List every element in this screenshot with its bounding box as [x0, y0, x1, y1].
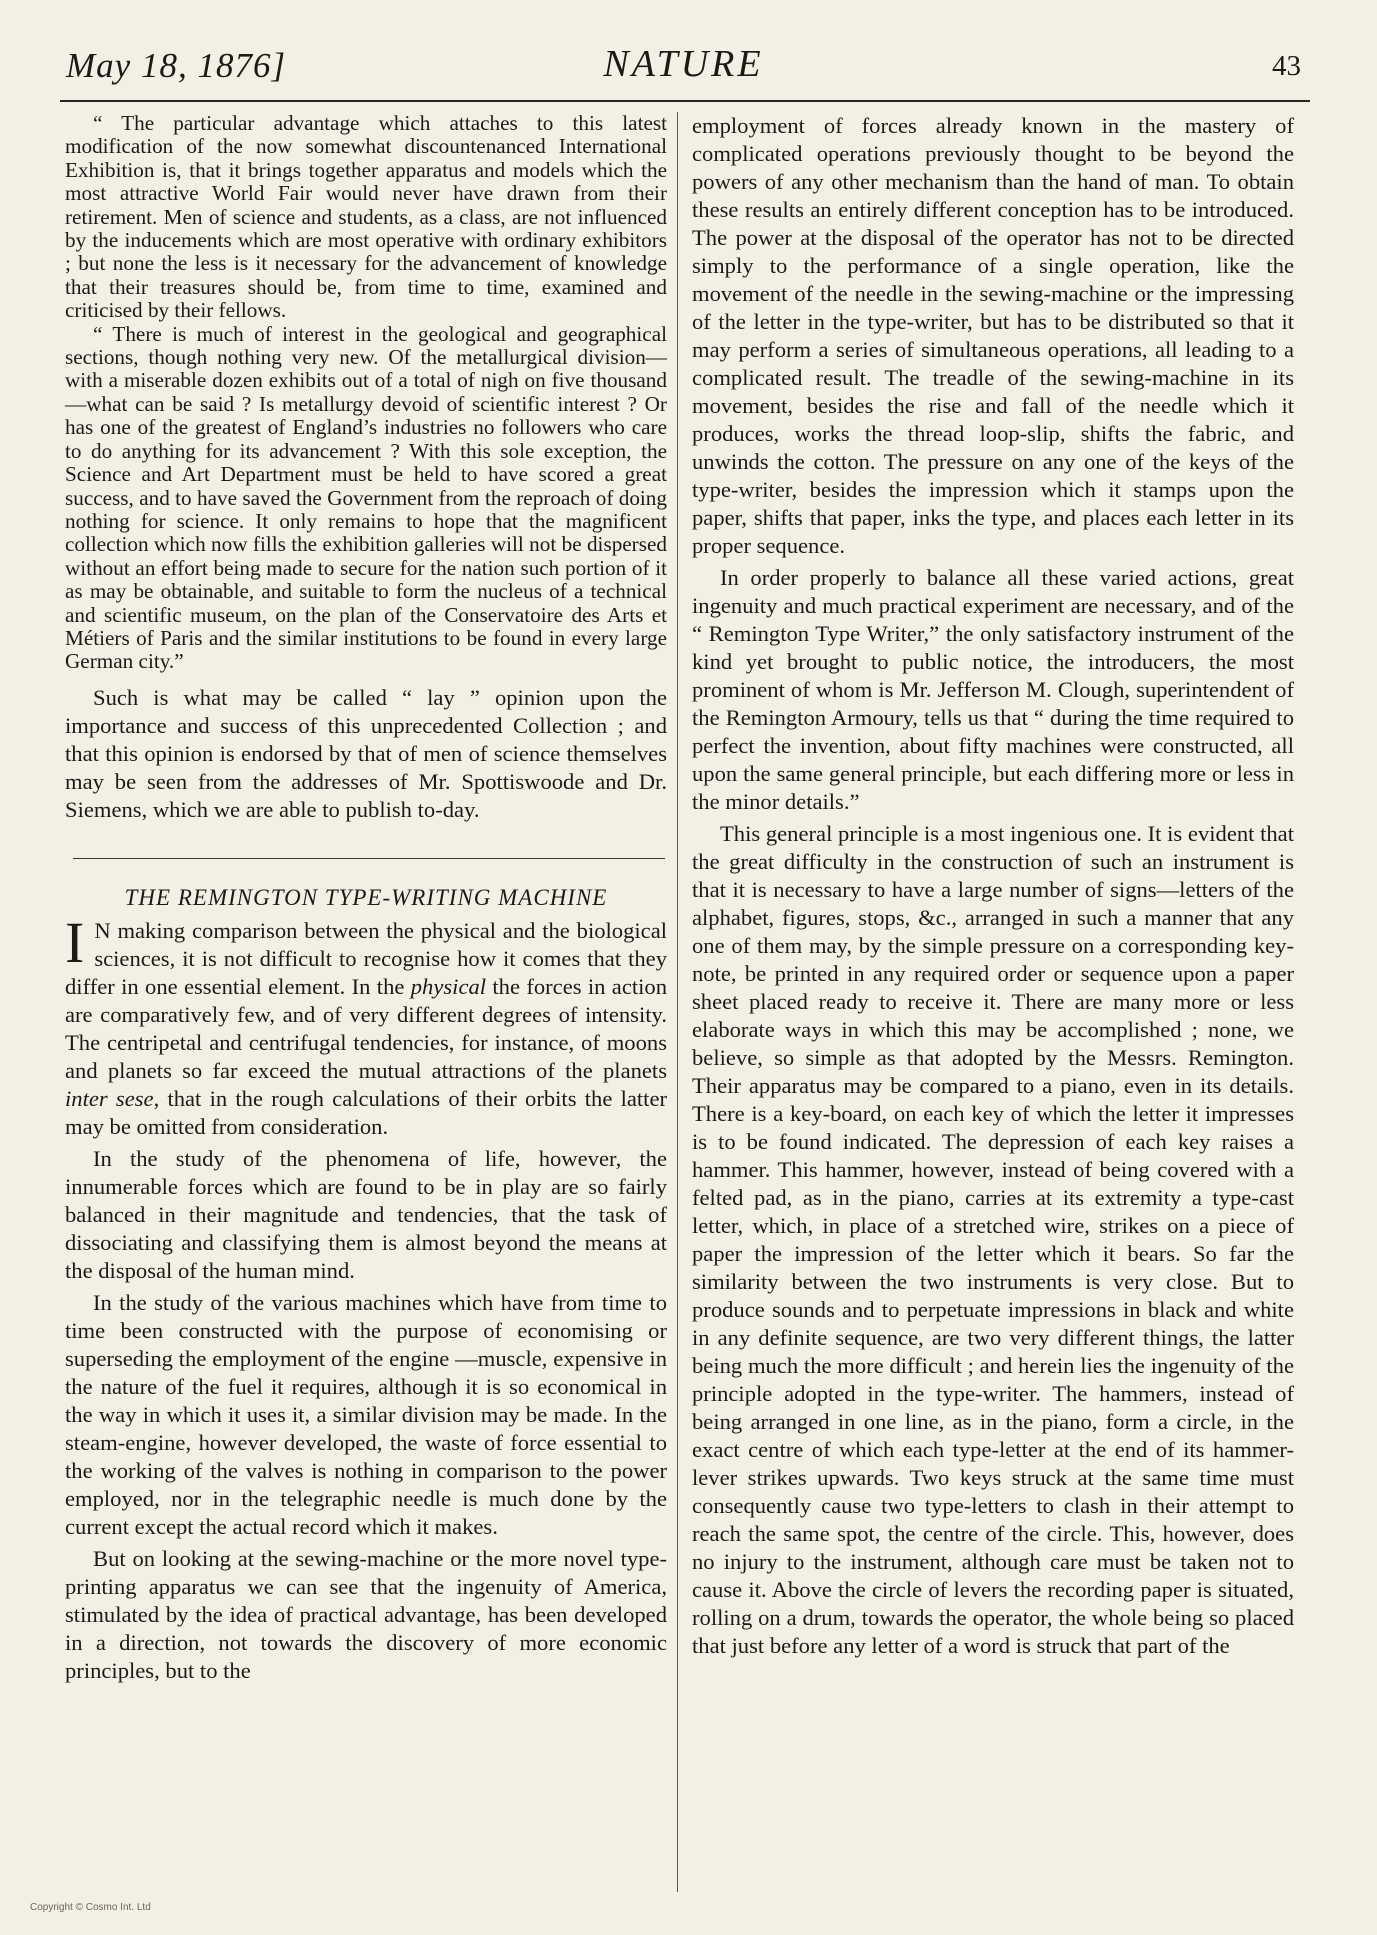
- copyright-footer: Copyright © Cosmo Int. Ltd: [30, 1902, 151, 1913]
- article-paragraph-5: employment of forces already known in the mastery of complicated operations previously thought to be beyond the powers of any other mechanism than the hand of man. To obtain these results an entirely different conception has to be introduced. The power at the disposal of the operator has not to be directed simply to the performance of a single operation, like the movement of the needle in the sewing-machine or the impressing of the letter in the type-writer, but has to be distributed so that it may perform a series of simultaneous operations, all leading to a complicated result. The treadle of the sewing-machine in its movement, besides the rise and fall of the needle which it produces, works the thread loop-slip, shifts the fabric, and unwinds the cotton. The pressure on any one of the keys of the type-writer, besides the impression which it stamps upon the paper, shifts that paper, inks the type, and places each letter in its proper sequence.: [692, 113, 1294, 558]
- article-paragraph-7: This general principle is a most ingenious one. It is evident that the great difficulty in the construction of such an instrument is that it is necessary to have a large number of signs—letters of the alphabet, figures, stops, &c., arranged in such a manner that any one of them may, by the simple pressure on a corresponding key-note, be printed in any required order or sequence upon a paper sheet placed ready to receive it. There are many more or less elaborate ways in which this may be accomplished ; none, we believe, so simple as that adopted by the Messrs. Remington. Their apparatus may be compared to a piano, even in its details. There is a key-board, on each key of which the letter it impresses is to be found indicated. The depression of each key raises a hammer. This hammer, however, instead of being covered with a felted pad, as in the piano, carries at its extremity a type-cast letter, which, in place of a stretched wire, strikes on a piece of paper the impression of the letter which it bears. So far the similarity between the two instruments is very close. But to produce sounds and to perpetuate impressions in black and white in any definite sequence, are two very different things, the latter being much the more difficult ; and herein lies the ingenuity of the principle adopted in the type-writer. The hammers, instead of being arranged in one line, as in the piano, form a circle, in the exact centre of which each type-letter at the end of its hammer-lever strikes upwards. Two keys struck at the same time must consequently cause two type-letters to clash in their attempt to reach the same spot, the centre of the circle. This, however, does no injury to the instrument, although care must be taken not to cause it. Above the circle of levers the recording paper is situated, rolling on a drum, towards the operator, the whole being so placed that just before any letter of a word is struck that part of the: [692, 821, 1294, 1658]
- issue-date: May 18, 1876]: [66, 46, 287, 85]
- running-header: [66, 43, 1301, 96]
- page-number: 43: [1272, 50, 1301, 82]
- article-paragraph-6: In order properly to balance all these varied actions, great ingenuity and much practical experiment are necessary, and of the “ Remington Type Writer,” the only satisfactory instrument of the kind yet brought to public notice, the introducers, the most prominent of whom is Mr. Jefferson M. Clough, superintendent of the Remington Armoury, tells us that “ during the time required to perfect the invention, about fifty machines were constructed, all upon the same general principle, but each differing more or less in the minor details.”: [692, 565, 1294, 814]
- column-divider: [677, 112, 678, 1892]
- quote-paragraph-1: “ The particular advantage which attaches to this latest modification of the now somewhat discountenanced International Exhibition is, that it brings together apparatus and models which the most attractive World Fair would never have drawn from their retirement. Men of science and students, as a class, are not influenced by the inducements which are most operative with ordinary exhibitors ; but none the less is it necessary for the advancement of knowledge that their treasures should be, from time to time, examined and criticised by their fellows.: [65, 111, 667, 323]
- article-paragraph-4: But on looking at the sewing-machine or the more novel type-printing apparatus we can see that the ingenuity of America, stimulated by the idea of practical advantage, has been developed in a direction, not towards the discovery of more economic principles, but to the: [65, 1545, 667, 1683]
- article-paragraph-1: I N making comparison between the physical and the biological sciences, it is not difficult to recognise how it comes that they differ in one essential element. In the physical the forces in action are comparatively few, and of very different degrees of intensity. The centripetal and centrifugal tendencies, for instance, of moons and planets so far exceed the mutual attractions of the planets inter sese, that in the rough calculations of their orbits the latter may be omitted from consideration.: [65, 909, 667, 1139]
- lay-opinion-paragraph: Such is what may be called “ lay ” opinion upon the importance and success of this unprecedented Collection ; and that this opinion is endorsed by that of men of science themselves may be seen from the addresses of Mr. Spottiswoode and Dr. Siemens, which we are able to publish to-day.: [65, 684, 667, 822]
- drop-cap: I: [65, 909, 85, 975]
- article-paragraph-2: In the study of the phenomena of life, however, the innumerable forces which are found to be in play are so fairly balanced in their magnitude and tendencies, that the task of dissociating and classifying them is almost beyond the means at the disposal of the human mind.: [65, 1145, 667, 1283]
- left-column: [65, 112, 667, 1685]
- section-divider: [73, 858, 665, 859]
- quote-paragraph-2: “ There is much of interest in the geological and geographical sections, though nothing very new. Of the metallurgical division—with a miserable dozen exhibits out of a total of nigh on five thousand—what can be said ? Is metallurgy devoid of scientific interest ? Or has one of the greatest of England’s industries no followers who care to do anything for its advancement ? With this sole exception, the Science and Art Department must be held to have scored a great success, and to have saved the Government from the reproach of doing nothing for science. It only remains to hope that the magnificent collection which now fills the exhibition galleries will not be dispersed without an effort being made to secure for the nation such portion of it as may be obtainable, and suitable to form the nucleus of a technical and scientific museum, on the plan of the Conservatoire des Arts et Métiers of Paris and the similar institutions to be found in every large German city.”: [65, 321, 667, 674]
- article-title: THE REMINGTON TYPE-WRITING MACHINE: [124, 884, 608, 910]
- journal-title: NATURE: [603, 43, 764, 85]
- header-rule: [60, 100, 1310, 102]
- right-column: [692, 112, 1294, 1660]
- article-paragraph-3: In the study of the various machines which have from time to time been constructed with the purpose of economising or superseding the employment of the engine —muscle, expensive in the nature of the fuel it requires, although it is so economical in the way in which it uses it, a similar division may be made. In the steam-engine, however developed, the waste of force essential to the working of the valves is nothing in comparison to the power employed, nor in the telegraphic needle is much done by the current except the actual record which it makes.: [65, 1289, 667, 1539]
